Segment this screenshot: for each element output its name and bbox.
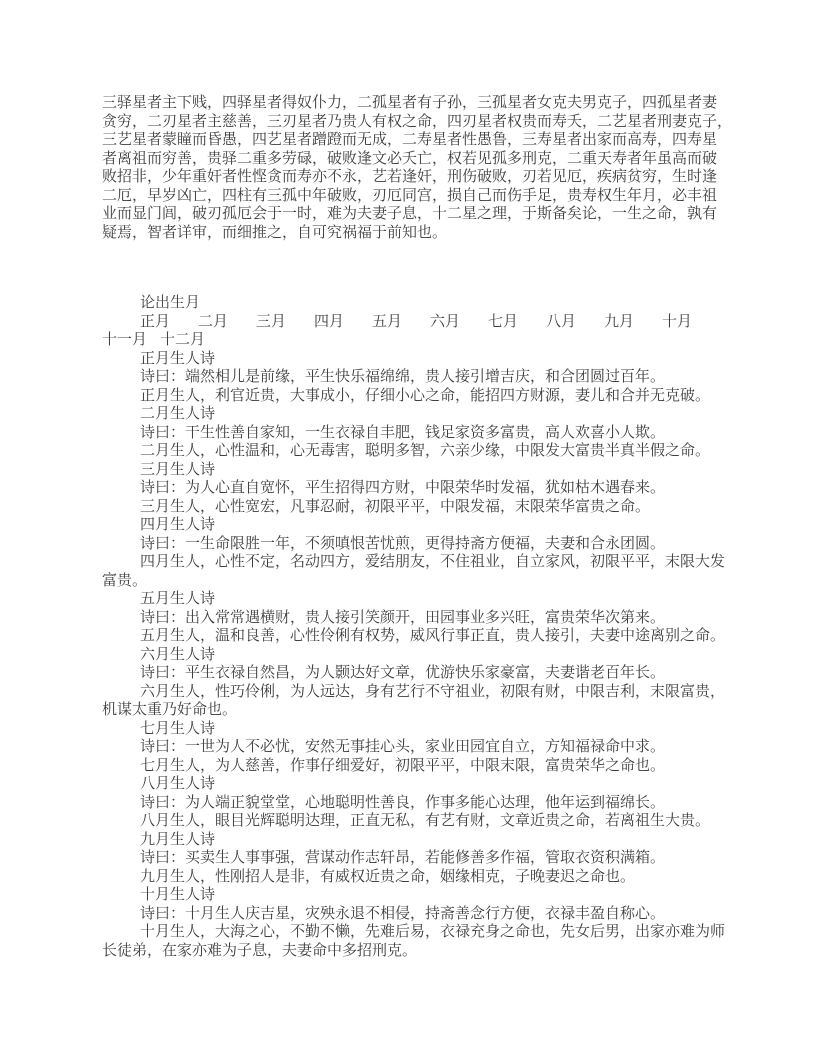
entry-verse: 诗曰：买卖生人事事强，营谋动作志轩昂，若能修善多作福，管取衣资积满箱。 xyxy=(140,850,666,866)
entry-note: 正月生人，利官近贵，大事成小，仔细小心之命，能招四方财源，妻儿和合并无克破。 xyxy=(140,387,711,404)
entry-verse: 诗曰：平生衣禄自然昌，为人颢达好文章，优游快乐家豪富，夫妻谐老百年长。 xyxy=(140,665,666,681)
entry-note: 四月生人，心性不定，名动四方，爱结朋友，不住祖业，自立家风，初限平平，末限大发 xyxy=(140,554,726,570)
month-list-row xyxy=(102,331,728,350)
month-label: 二月 xyxy=(198,313,229,330)
month-label: 九月 xyxy=(604,313,635,330)
entry-title: 十月生人诗 xyxy=(140,887,216,903)
entry-title: 四月生人诗 xyxy=(140,517,216,533)
entry-note: 八月生人，眼目光辉聪明达理，正直无私，有艺有财，文章近贵之命，若离祖生大贵。 xyxy=(140,813,711,829)
section-title: 论出生月 xyxy=(140,295,201,311)
entry-note: 三月生人，心性宽宏，凡事忍耐，初限平平，中限发福，末限荣华富贵之命。 xyxy=(140,498,651,515)
month-label: 十月 xyxy=(662,313,693,330)
entry-verse: 诗曰：一生命限胜一年，不须嗔恨苦忧煎，更得持斋方便福，夫妻和合永团圆。 xyxy=(140,535,666,552)
month-label: 六月 xyxy=(430,313,461,330)
entry-verse: 诗曰：干生性善自家知，一生衣禄自丰肥，钱足家资多富贵，高人欢喜小人欺。 xyxy=(140,424,666,441)
entry-title: 二月生人诗 xyxy=(140,406,216,422)
entry-note: 七月生人，为人慈善，作事仔细爱好，初限平平，中限末限，富贵荣华之命也。 xyxy=(140,757,666,774)
entry-note: 长徒弟，在家亦难为子息，夫妻命中多招刑克。 xyxy=(102,942,418,959)
text-line: 二厄，早岁凶亡，四柱有三孤中年破败，刃厄同宫，损自己而伤手足，贵寿权生年月，必丰祖 xyxy=(102,187,718,204)
month-list-row xyxy=(102,313,728,332)
entry-title: 三月生人诗 xyxy=(140,461,216,478)
month-label: 三月 xyxy=(256,313,287,330)
entry-verse: 诗曰：为人心直自宽怀，平生招得四方财，中限荣华时发福，犹如枯木遇春来。 xyxy=(140,480,666,496)
entry-note: 六月生人，性巧伶俐，为人远达，身有艺行不守祖业，初限有财，中限吉利，末限富贵， xyxy=(140,683,726,700)
entry-title: 八月生人诗 xyxy=(140,776,216,792)
entry-title: 七月生人诗 xyxy=(140,720,216,737)
entry-note: 五月生人，温和良善，心性伶俐有权势，威风行事正直，贵人接引，夫妻中途离别之命。 xyxy=(140,628,726,644)
entry-note: 富贵。 xyxy=(102,572,148,589)
text-line: 疑焉，智者详审，而细推之，自可究祸福于前知也。 xyxy=(102,224,448,241)
document-content xyxy=(102,94,733,960)
month-label: 八月 xyxy=(546,313,577,330)
month-label: 十二月 xyxy=(160,332,206,348)
month-label: 七月 xyxy=(488,313,519,330)
entry-note: 九月生人，性刚招人是非，有威权近贵之命，姻缘相克，子晚妻迟之命也。 xyxy=(140,868,636,885)
entry-title: 六月生人诗 xyxy=(140,646,216,663)
entry-verse: 诗曰：端然相儿是前缘，平生快乐福绵绵，贵人接引增吉庆，和合团圆过百年。 xyxy=(140,369,666,385)
entry-title: 五月生人诗 xyxy=(140,591,216,607)
entry-note: 二月生人，心性温和，心无毒害，聪明多智，六亲少缘，中限发大富贵半真半假之命。 xyxy=(140,443,711,459)
entry-verse: 诗曰：一世为人不必忧，安然无事挂心头，家业田园宜自立，方知福禄命中求。 xyxy=(140,739,666,755)
entry-note: 十月生人，大海之心，不勤不懒，先难后易，衣禄充身之命也，先女后男，出家亦难为师 xyxy=(140,924,726,940)
month-label: 十一月 xyxy=(102,332,148,348)
month-label: 正月 xyxy=(140,313,171,330)
entry-title: 九月生人诗 xyxy=(140,831,216,848)
entry-verse: 诗曰：出入常常遇横财，贵人接引笑颜开，田园事业多兴旺，富贵荣华次第来。 xyxy=(140,609,666,626)
month-label: 五月 xyxy=(372,313,403,330)
text-line: 三艺星者蒙瞳而昏愚，四艺星者蹭蹬而无成，二寿星者性愚鲁，三寿星者出家而高寿，四寿星 xyxy=(102,132,718,148)
paragraph-gap xyxy=(102,242,728,294)
text-line: 贪穷，二刃星者主慈善，三刃星者乃贵人有权之命，四刃星者权贵而寿夭，二艺星者刑妻克子， xyxy=(102,113,733,130)
text-line: 业而显门闾，破刃孤厄会于一时，难为夫妻子息，十二星之理，于斯备矣论，一生之命，孰有 xyxy=(102,206,718,222)
text-line: 者离祖而穷善，贵驿二重多劳碌，破败逢文必夭亡，权若见孤多刑克，二重天寿者年虽高而破 xyxy=(102,150,718,167)
month-label: 四月 xyxy=(314,313,345,330)
entry-verse: 诗曰：为人端正貌堂堂，心地聪明性善良，作事多能心达理，他年运到福绵长。 xyxy=(140,794,666,811)
text-line: 败招非，少年重奸者性悭贪而寿亦不永，艺若逢奸，刑伤破败，刃若见厄，疾病贫穷，生时逢 xyxy=(102,169,718,185)
entry-verse: 诗曰：十月生人庆吉星，灾殃永退不相侵，持斋善念行方便，衣禄丰盈自称心。 xyxy=(140,905,666,922)
entry-note: 机谋太重乃好命也。 xyxy=(102,702,238,718)
text-line: 三驿星者主下贱，四驿星者得奴仆力，二孤星者有子孙，三孤星者女克夫男克子，四孤星者妻 xyxy=(102,95,718,111)
entry-title: 正月生人诗 xyxy=(140,350,216,367)
